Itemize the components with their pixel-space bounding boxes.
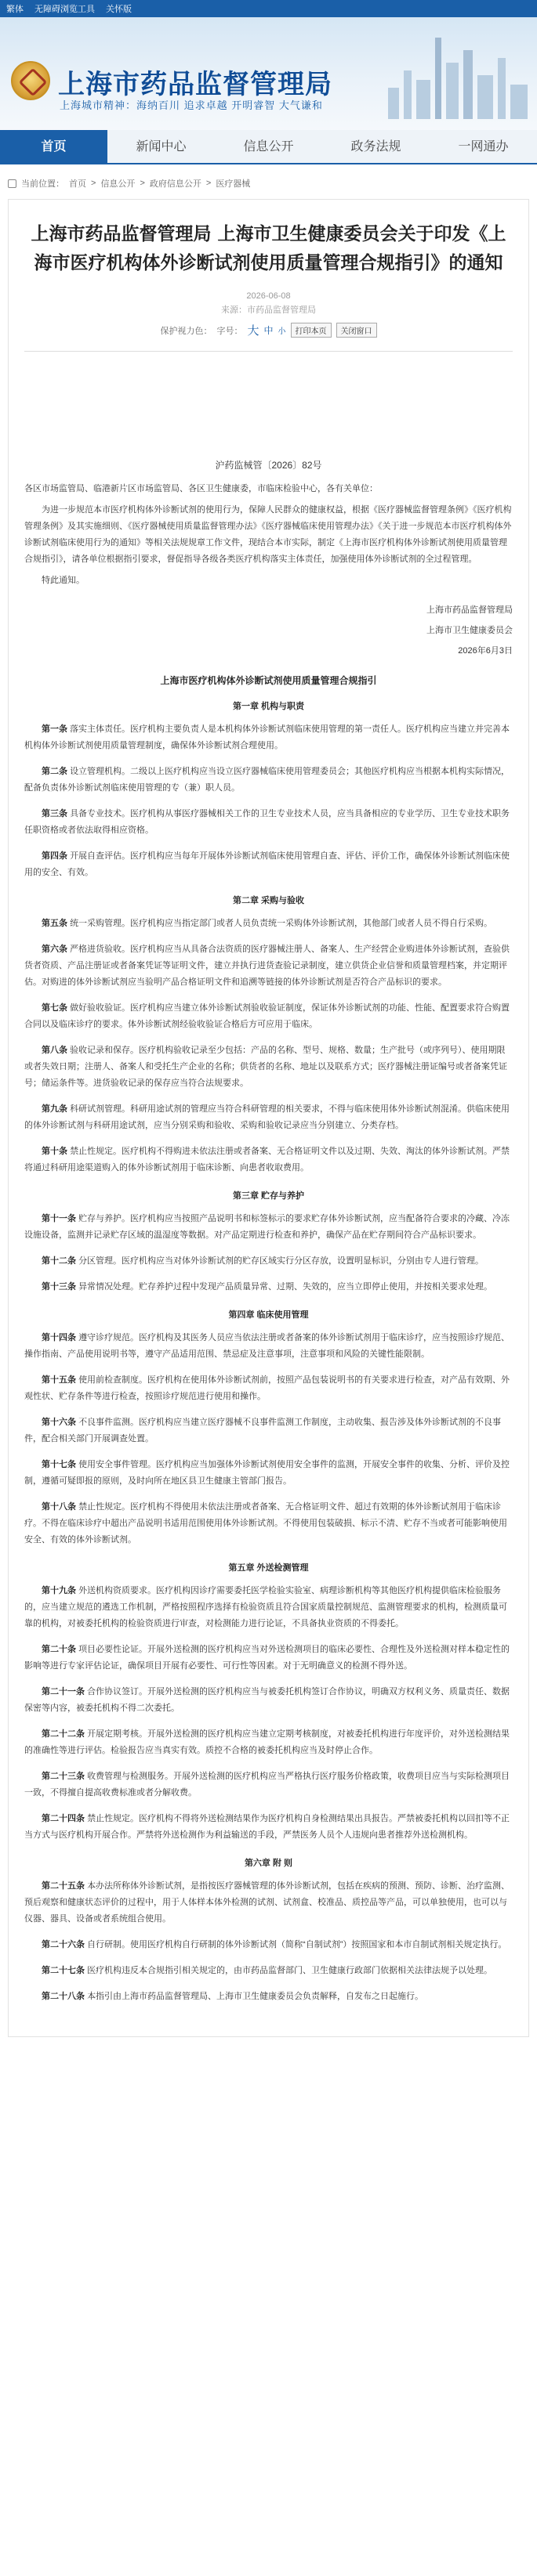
article-number: 第十八条 xyxy=(42,1502,76,1512)
nav-policy[interactable]: 政务法规 xyxy=(350,140,401,154)
guide-article xyxy=(24,1372,513,1405)
article-text: 设立管理机构。二级以上医疗机构应当设立医疗器械临床使用管理委员会；其他医疗机构应当根据本机构实际情况，配备负责体外诊断试剂临床使用管理的专（兼）职人员。 xyxy=(24,767,510,793)
article-number: 第六条 xyxy=(42,945,67,954)
chapter-title: 第五章 外送检测管理 xyxy=(228,1563,309,1573)
guide-article xyxy=(24,1330,513,1363)
article-number: 第九条 xyxy=(42,1104,67,1114)
article-number: 第二十五条 xyxy=(42,1881,85,1891)
article-source: 来源：市药品监督管理局 xyxy=(221,305,316,315)
body-paragraph: 特此通知。 xyxy=(42,576,85,585)
care-mode-link[interactable]: 关怀版 xyxy=(106,5,132,14)
article-number: 第二条 xyxy=(42,767,67,776)
article-number: 第七条 xyxy=(42,1003,67,1013)
article-text: 分区管理。医疗机构应当对体外诊断试剂的贮存区域实行分区存放，设置明显标识，分别由专人进行管理。 xyxy=(78,1256,484,1266)
font-size-medium[interactable]: 中 xyxy=(263,325,274,336)
article-text: 统一采购管理。医疗机构应当指定部门或者人员负责统一采购体外诊断试剂，其他部门或者人员不得自行采购。 xyxy=(70,919,493,928)
sign-date: 2026年6月3日 xyxy=(458,646,513,656)
font-size-large[interactable]: 大 xyxy=(247,324,259,338)
breadcrumb-devices[interactable]: 医疗器械 xyxy=(216,179,251,189)
article-text: 落实主体责任。医疗机构主要负责人是本机构体外诊断试剂临床使用管理的第一责任人。医疗机构应当建立并完善本机构体外诊断试剂使用质量管理制度，确保体外诊断试剂合理使用。 xyxy=(24,724,510,750)
guide-article xyxy=(24,1253,513,1270)
guide-article xyxy=(24,1000,513,1033)
close-window-button[interactable]: 关闭窗口 xyxy=(336,323,377,338)
main-nav xyxy=(0,130,537,164)
body-paragraph: 为进一步规范本市医疗机构体外诊断试剂的使用行为，保障人民群众的健康权益，根据《医疗器械监督管理条例》《医疗机构管理条例》及其实施细则、《医疗器械使用质量监督管理办法》《医疗器械临床使用管理办法》《关于进一步规范本市医疗机构体外诊断试剂临床使用行为的通知》等相关法规规章工作文件，现结合本市实际，制定《上海市医疗机构体外诊断试剂使用质量管理合规指引》，请各单位根据指引要求，督促指导各级各类医疗机构落实主体责任，加强使用体外诊断试剂的全过程管理。 xyxy=(24,505,512,564)
guide-article xyxy=(24,1143,513,1176)
nav-online-service[interactable]: 一网通办 xyxy=(458,140,509,154)
article-text: 禁止性规定。医疗机构不得将外送检测结果作为医疗机构自身检测结果出具报告。严禁被委托机构以回扣等不正当方式与医疗机构开展合作。严禁将外送检测作为利益输送的手段，严禁医务人员个人违规向患者推荐外送检测机构。 xyxy=(24,1814,510,1840)
article-number: 第二十八条 xyxy=(42,1992,85,2001)
skyline-decoration xyxy=(380,33,537,119)
article-number: 第十四条 xyxy=(42,1333,76,1342)
article-number: 第四条 xyxy=(42,851,67,861)
traditional-chinese-link[interactable]: 繁体 xyxy=(6,5,24,14)
guide-article xyxy=(24,1414,513,1447)
breadcrumb-gov-info[interactable]: 政府信息公开 xyxy=(149,179,201,189)
breadcrumb-info[interactable]: 信息公开 xyxy=(100,179,136,189)
article-text: 使用前检查制度。医疗机构在使用体外诊断试剂前，按照产品包装说明书的有关要求进行检查，对产品有效期、外观性状、贮存条件等进行检查，按照诊疗规范进行使用和操作。 xyxy=(24,1375,510,1401)
signer: 上海市卫生健康委员会 xyxy=(426,626,513,635)
guide-article xyxy=(24,1878,513,1927)
article-text: 自行研制。使用医疗机构自行研制的体外诊断试剂（简称“自制试剂”）按照国家和本市自制试剂相关规定执行。 xyxy=(87,1940,507,1949)
guide-article xyxy=(24,916,513,932)
font-size-label: 字号： xyxy=(216,326,243,336)
nav-news[interactable]: 新闻中心 xyxy=(136,140,187,154)
guide-article xyxy=(24,1457,513,1490)
print-button[interactable]: 打印本页 xyxy=(291,323,332,338)
article-number: 第二十三条 xyxy=(42,1772,85,1781)
chapter-title: 第一章 机构与职责 xyxy=(232,702,305,711)
article-text: 不良事件监测。医疗机构应当建立医疗器械不良事件监测工作制度，主动收集、报告涉及体外诊断试剂的不良事件，配合相关部门开展调查处置。 xyxy=(24,1418,502,1443)
article-number: 第十一条 xyxy=(42,1214,76,1223)
guide-article xyxy=(24,1769,513,1801)
site-slogan: 上海城市精神：海纳百川 追求卓越 开明睿智 大气谦和 xyxy=(60,99,323,111)
guide-article xyxy=(24,848,513,881)
site-banner xyxy=(0,17,537,133)
nav-home[interactable]: 首页 xyxy=(0,130,107,163)
recipients: 各区市场监管局、临港新片区市场监管局、各区卫生健康委，市临床检验中心，各有关单位： xyxy=(24,484,378,493)
breadcrumb-home[interactable]: 首页 xyxy=(69,179,86,189)
nav-info-disclosure[interactable]: 信息公开 xyxy=(243,140,294,154)
article-date: 2026-06-08 xyxy=(246,291,291,301)
guide-article xyxy=(24,1989,513,2005)
article-text: 科研试剂管理。科研用途试剂的管理应当符合科研管理的相关要求，不得与临床使用体外诊断试剂混淆。供临床使用的体外诊断试剂与科研用途试剂，应当分别采购和验收、采购和验收记录应当分别建立、分类存档。 xyxy=(24,1104,510,1130)
article-text: 开展自查评估。医疗机构应当每年开展体外诊断试剂临床使用管理自查、评估、评价工作，确保体外诊断试剂临床使用的安全、有效。 xyxy=(24,851,510,877)
article-number: 第十条 xyxy=(42,1147,67,1156)
chapter-title: 第二章 采购与验收 xyxy=(232,896,305,905)
top-utility-bar xyxy=(0,0,537,17)
article-number: 第二十二条 xyxy=(42,1729,85,1739)
article-number: 第二十一条 xyxy=(42,1687,85,1696)
guide-article xyxy=(24,1726,513,1759)
accessibility-link[interactable]: 无障碍浏览工具 xyxy=(34,5,95,14)
article-number: 第一条 xyxy=(42,724,67,734)
article-text: 本办法所称体外诊断试剂，是指按医疗器械管理的体外诊断试剂，包括在疾病的预测、预防、诊断、治疗监测、预后观察和健康状态评价的过程中，用于人体样本体外检测的试剂、试剂盒、校准品、质控品等产品，可以单独使用，也可以与仪器、器具、设备或者系统组合使用。 xyxy=(24,1881,510,1924)
guide-article xyxy=(24,1684,513,1717)
article-number: 第十六条 xyxy=(42,1418,76,1427)
article-text: 具备专业技术。医疗机构从事医疗器械相关工作的卫生专业技术人员，应当具备相应的专业学历、卫生专业技术职务任职资格或者依法取得相应资格。 xyxy=(24,809,510,835)
article-number: 第五条 xyxy=(42,919,67,928)
article-number: 第二十七条 xyxy=(42,1966,85,1975)
home-icon xyxy=(8,179,16,188)
guide-chapters xyxy=(24,699,513,2005)
article-number: 第十九条 xyxy=(42,1586,76,1595)
article-number: 第八条 xyxy=(42,1046,67,1055)
guide-article xyxy=(24,1583,513,1632)
article-text: 开展定期考核。开展外送检测的医疗机构应当建立定期考核制度，对被委托机构进行年度评价，对外送检测结果的准确性等进行评估。检验报告应当真实有效。质控不合格的被委托机构应当及时停止合作。 xyxy=(24,1729,510,1755)
guide-article xyxy=(24,1211,513,1244)
guide-article xyxy=(24,721,513,754)
guide-article xyxy=(24,1937,513,1953)
guide-article xyxy=(24,1279,513,1295)
article-text: 异常情况处理。贮存养护过程中发现产品质量异常、过期、失效的，应当立即停止使用，并按相关要求处理。 xyxy=(78,1282,493,1292)
article-number: 第十三条 xyxy=(42,1282,76,1292)
article-text: 遵守诊疗规范。医疗机构及其医务人员应当依法注册或者备案的体外诊断试剂用于临床诊疗，应当按照诊疗规范、操作指南、产品使用说明书等，遵守产品适用范围、禁忌症及注意事项，注意事项和风险的关键性能限制。 xyxy=(24,1333,510,1359)
article-text: 外送机构资质要求。医疗机构因诊疗需要委托医学检验实验室、病理诊断机构等其他医疗机构提供临床检验服务的，应当建立规范的遴选工作机制，严格按照程序选择有检验资质且符合国家质量控制规范、监测管理要求的机构，检测质量可靠的机构，对被委托机构的检验资质进行审查，对检测能力进行论证，不具备执业资质的不得委托。 xyxy=(24,1586,507,1628)
article-text: 合作协议签订。开展外送检测的医疗机构应当与被委托机构签订合作协议，明确双方权利义务、质量责任、数据保密等内容，被委托机构不得二次委托。 xyxy=(24,1687,510,1713)
article-text: 禁止性规定。医疗机构不得使用未依法注册或者备案、无合格证明文件、超过有效期的体外诊断试剂用于临床诊疗。不得在临床诊疗中超出产品说明书适用范围使用体外诊断试剂。不得使用包装破损、标示不清、贮存不当或者可能影响使用安全、有效的体外诊断试剂。 xyxy=(24,1502,507,1545)
document-number: 沪药监械管〔2026〕82号 xyxy=(215,460,322,471)
guide-article xyxy=(24,1963,513,1979)
breadcrumb-label: 当前位置： xyxy=(21,179,64,189)
article-text: 验收记录和保存。医疗机构验收记录至少包括：产品的名称、型号、规格、数量；生产批号（或序列号）、使用期限或者失效日期；注册人、备案人和受托生产企业的名称；供货者的名称、地址以及联系方式；医疗器械注册证编号或者备案凭证号；储运条件等。进货验收记录的保存应当符合法规要求。 xyxy=(24,1046,507,1088)
article-number: 第二十六条 xyxy=(42,1940,85,1949)
article-text: 使用安全事件管理。医疗机构应当加强体外诊断试剂使用安全事件的监测，开展安全事件的收集、分析、评价及控制，遵循可疑即报的原则，及时向所在地区县卫生健康主管部门报告。 xyxy=(24,1460,510,1486)
article-number: 第十二条 xyxy=(42,1256,76,1266)
article-text: 医疗机构违反本合规指引相关规定的，由市药品监督部门、卫生健康行政部门依据相关法律法规予以处理。 xyxy=(87,1966,493,1975)
article-text: 项目必要性论证。开展外送检测的医疗机构应当对外送检测项目的临床必要性、合理性及外送检测对样本稳定性的影响等进行专家评估论证，确保项目开展有必要性、可行性等因素。对于无明确意义的检测不得外送。 xyxy=(24,1645,510,1671)
article-toolbar xyxy=(24,322,513,338)
article-number: 第十七条 xyxy=(42,1460,76,1469)
article-text: 收费管理与检测服务。开展外送检测的医疗机构应当严格执行医疗服务价格政策，收费项目应当与实际检测项目一致，不得擅自提高收费标准或者分解收费。 xyxy=(24,1772,510,1797)
chapter-title: 第三章 贮存与养护 xyxy=(232,1191,305,1201)
article-number: 第二十四条 xyxy=(42,1814,85,1823)
article-container xyxy=(8,199,529,2037)
article-text: 禁止性规定。医疗机构不得购进未依法注册或者备案、无合格证明文件以及过期、失效、淘汰的体外诊断试剂。严禁将通过科研用途渠道购入的体外诊断试剂用于临床诊断、向患者收取费用。 xyxy=(24,1147,510,1172)
guide-article xyxy=(24,1101,513,1134)
article-number: 第三条 xyxy=(42,809,67,818)
article-text: 本指引由上海市药品监督管理局、上海市卫生健康委员会负责解释，自发布之日起施行。 xyxy=(87,1992,424,2001)
article-number: 第十五条 xyxy=(42,1375,76,1385)
article-number: 第二十条 xyxy=(42,1645,76,1654)
eye-care-label[interactable]: 保护视力色： xyxy=(160,326,212,336)
guide-article xyxy=(24,1042,513,1092)
title-divider xyxy=(24,351,513,352)
chapter-title: 第六章 附 则 xyxy=(244,1859,293,1868)
guide-article xyxy=(24,941,513,991)
article-title: 上海市药品监督管理局 上海市卫生健康委员会关于印发《上海市医疗机构体外诊断试剂使用质量管理合规指引》的通知 xyxy=(31,224,506,273)
article-text: 严格进货验收。医疗机构应当从具备合法资质的医疗器械注册人、备案人、生产经营企业购进体外诊断试剂，查验供货者资质、产品注册证或者备案凭证等证明文件，建立并执行进货查验记录制度，建立供货企业信誉和质量管理档案，并定期评估。对购进的体外诊断试剂应当验明产品合格证明文件和追溯等链接的体外诊断试剂是否符合产品标识的要求。 xyxy=(24,945,510,987)
signature-block xyxy=(24,602,513,659)
guide-title: 上海市医疗机构体外诊断试剂使用质量管理合规指引 xyxy=(160,675,377,686)
site-logo-icon[interactable] xyxy=(11,61,50,100)
chapter-title: 第四章 临床使用管理 xyxy=(228,1310,309,1320)
guide-article xyxy=(24,1499,513,1548)
font-size-small[interactable]: 小 xyxy=(278,327,286,336)
article-meta xyxy=(24,289,513,317)
guide-article xyxy=(24,1642,513,1675)
article-text: 贮存与养护。医疗机构应当按照产品说明书和标签标示的要求贮存体外诊断试剂，应当配备符合要求的冷藏、冷冻设施设备，监测并记录贮存区域的温湿度等数据。对产品定期进行检查和养护，确保产品在贮存期间符合产品标识要求。 xyxy=(24,1214,510,1240)
signer: 上海市药品监督管理局 xyxy=(426,605,513,615)
guide-article xyxy=(24,1811,513,1844)
site-title[interactable]: 上海市药品监督管理局 xyxy=(58,69,332,100)
breadcrumb: 当前位置： 首页 > 信息公开 > 政府信息公开 > 医疗器械 xyxy=(8,177,250,190)
guide-article xyxy=(24,764,513,797)
guide-article xyxy=(24,806,513,839)
article-text: 做好验收验证。医疗机构应当建立体外诊断试剂验收验证制度，保证体外诊断试剂的功能、性能、配置要求符合购置合同以及临床诊疗的要求。体外诊断试剂经验收验证合格后方可应用于临床。 xyxy=(24,1003,510,1029)
